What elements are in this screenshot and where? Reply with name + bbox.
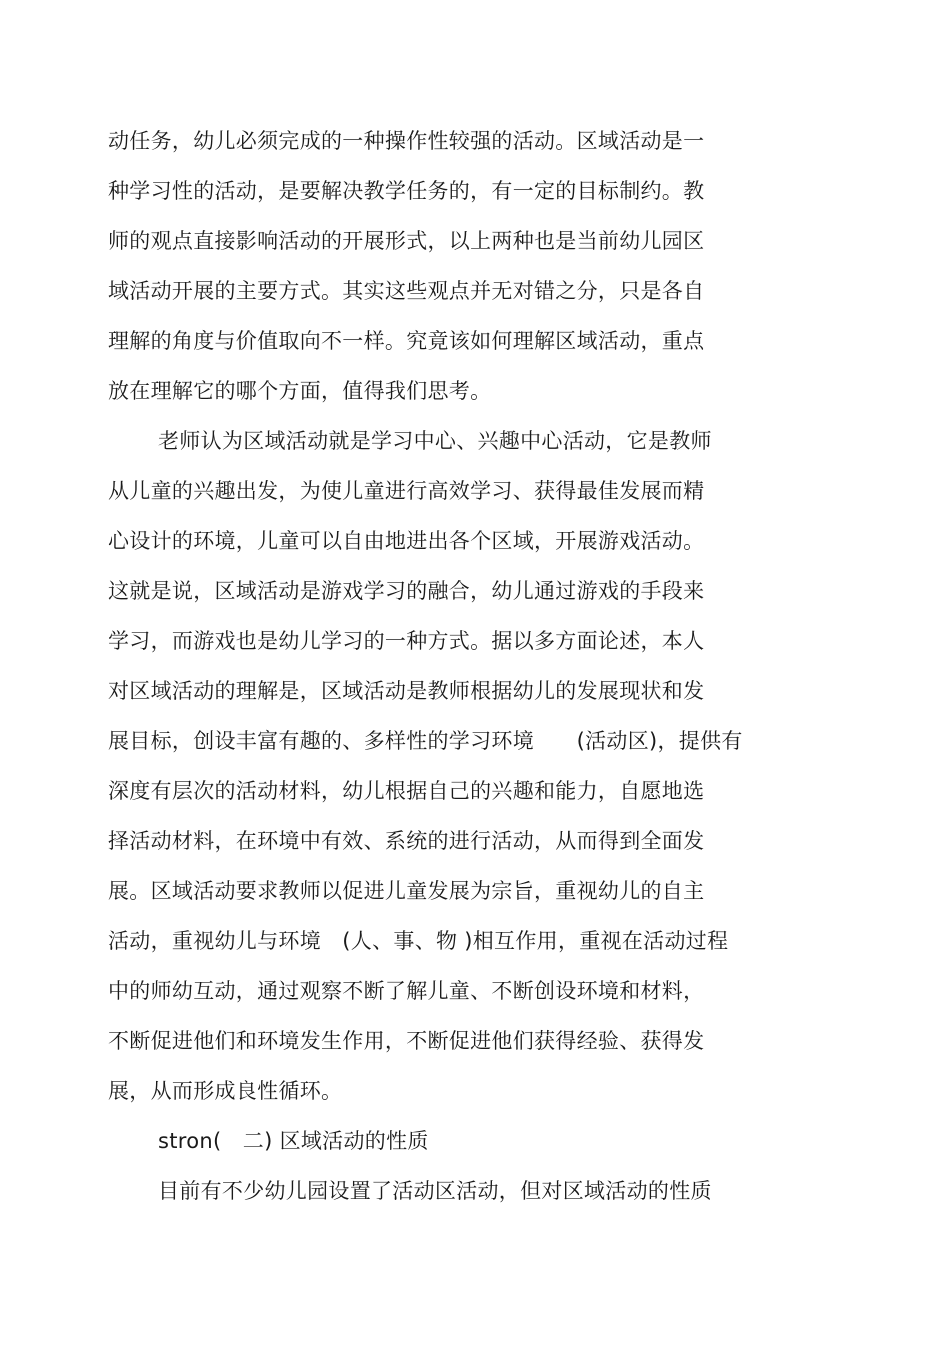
text-line: 展，从而形成良性循环。 <box>108 1079 343 1103</box>
text-line: 择活动材料，在环境中有效、系统的进行活动，从而得到全面发 <box>108 829 705 853</box>
text-line: 不断促进他们和环境发生作用，不断促进他们获得经验、获得发 <box>108 1029 705 1053</box>
section-heading: stron( 二) 区域活动的性质 <box>158 1129 429 1153</box>
text-line: 展目标，创设丰富有趣的、多样性的学习环境 (活动区)，提供有 <box>108 729 743 753</box>
text-line: 动任务，幼儿必须完成的一种操作性较强的活动。区域活动是一 <box>108 129 705 153</box>
text-line: 学习，而游戏也是幼儿学习的一种方式。据以多方面论述，本人 <box>108 629 705 653</box>
text-line: 理解的角度与价值取向不一样。究竟该如何理解区域活动，重点 <box>108 329 705 353</box>
text-line: 活动，重视幼儿与环境 (人、事、物 )相互作用，重视在活动过程 <box>108 929 729 953</box>
text-line: 老师认为区域活动就是学习中心、兴趣中心活动，它是教师 <box>158 429 712 453</box>
text-line: 放在理解它的哪个方面，值得我们思考。 <box>108 379 492 403</box>
text-line: 心设计的环境，儿童可以自由地进出各个区域，开展游戏活动。 <box>108 529 705 553</box>
text-line: 师的观点直接影响活动的开展形式，以上两种也是当前幼儿园区 <box>108 229 705 253</box>
text-line: 从儿童的兴趣出发，为使儿童进行高效学习、获得最佳发展而精 <box>108 479 705 503</box>
text-line: 对区域活动的理解是，区域活动是教师根据幼儿的发展现状和发 <box>108 679 705 703</box>
text-line: 域活动开展的主要方式。其实这些观点并无对错之分，只是各自 <box>108 279 705 303</box>
text-line: 种学习性的活动，是要解决教学任务的，有一定的目标制约。教 <box>108 179 705 203</box>
text-line: 这就是说，区域活动是游戏学习的融合，幼儿通过游戏的手段来 <box>108 579 705 603</box>
text-line: 目前有不少幼儿园设置了活动区活动，但对区域活动的性质 <box>158 1179 712 1203</box>
text-line: 展。区域活动要求教师以促进儿童发展为宗旨，重视幼儿的自主 <box>108 879 705 903</box>
text-line: 深度有层次的活动材料，幼儿根据自己的兴趣和能力，自愿地选 <box>108 779 705 803</box>
text-line: 中的师幼互动，通过观察不断了解儿童、不断创设环境和材料， <box>108 979 705 1003</box>
